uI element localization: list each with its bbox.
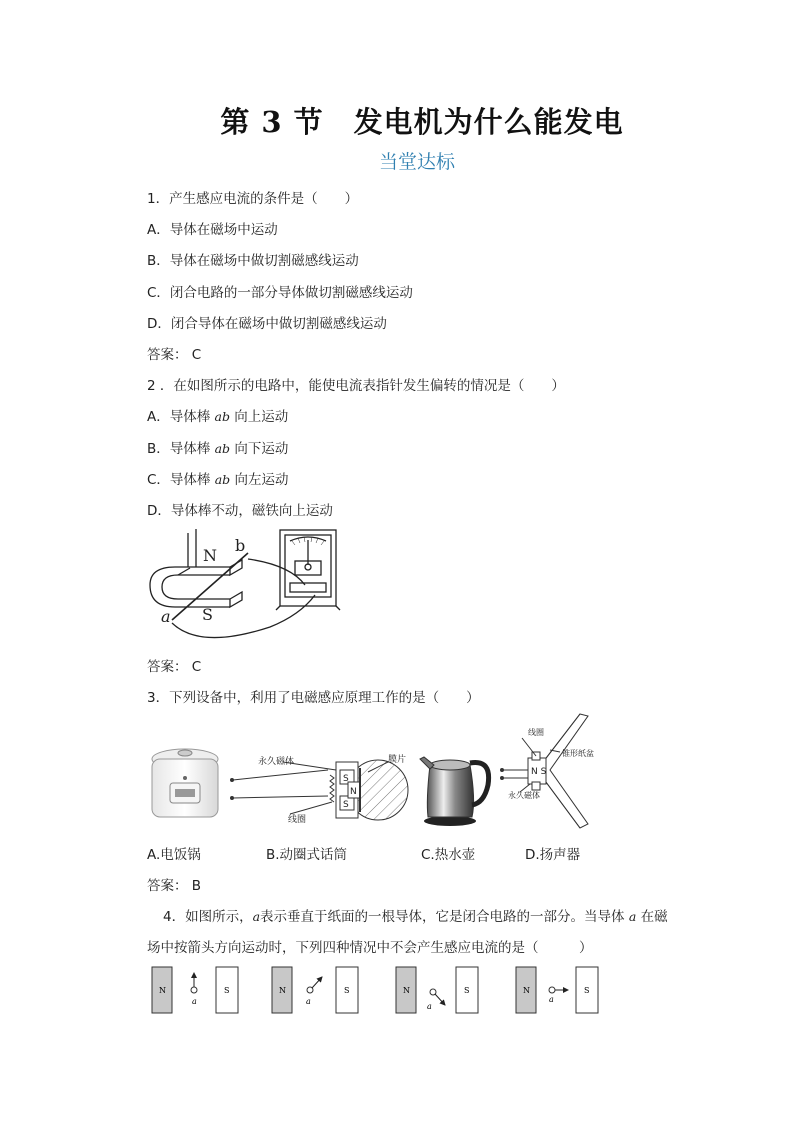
q1-answer: 答案： C	[147, 347, 202, 363]
mic-label-magnet: 永久磁体	[258, 757, 295, 767]
q4-panel-4	[516, 967, 598, 1013]
q3-answer: 答案： B	[147, 878, 202, 894]
q2-option-d: D．导体棒不动，磁铁向上运动	[147, 503, 333, 519]
q2-option-b: B．导体棒 ab 向下运动	[147, 441, 289, 457]
svg-text:a: a	[549, 995, 554, 1004]
speaker-label-ns: N S	[531, 767, 547, 777]
svg-text:N: N	[159, 986, 166, 995]
svg-text:a: a	[306, 997, 311, 1006]
speaker-label-magnet: 永久磁体	[508, 791, 540, 800]
svg-text:N: N	[279, 986, 286, 995]
q2-answer: 答案： C	[147, 659, 202, 675]
speaker-label-coil: 线圈	[528, 728, 544, 737]
q4-panel-3	[396, 967, 478, 1013]
label-s: S	[202, 605, 213, 624]
q4-figure-row	[148, 965, 608, 1017]
q4-stem-line1: 4．如图所示，a表示垂直于纸面的一根导体，它是闭合电路的一部分。当导体 a 在磁	[163, 909, 668, 925]
mic-label-s-bottom: S	[343, 800, 349, 810]
speaker-label-cone: 锥形纸盆	[562, 749, 594, 758]
svg-text:S: S	[464, 986, 470, 995]
rice-cooker-image	[148, 745, 223, 825]
q2-option-a: A．导体棒 ab 向上运动	[147, 409, 289, 425]
svg-text:a: a	[427, 1002, 432, 1011]
mic-label-n: N	[350, 787, 357, 797]
mic-label-membrane: 膜片	[388, 755, 407, 765]
q4-panel-2	[272, 967, 358, 1013]
label-a: a	[161, 607, 171, 626]
label-b: b	[235, 536, 246, 555]
svg-text:N: N	[523, 986, 530, 995]
q3-device-c: C.热水壶	[421, 847, 476, 863]
section-subtitle: 当堂达标	[378, 151, 455, 173]
q2-circuit-figure	[140, 525, 345, 645]
speaker-image	[500, 712, 594, 830]
svg-text:N: N	[403, 986, 410, 995]
q1-option-c: C．闭合电路的一部分导体做切割磁感线运动	[147, 285, 413, 301]
kettle-image	[420, 745, 492, 827]
q1-stem: 1．产生感应电流的条件是（ ）	[147, 191, 359, 207]
svg-text:a: a	[192, 997, 197, 1006]
svg-text:S: S	[344, 986, 350, 995]
q3-device-a: A.电饭锅	[147, 847, 201, 863]
page-title: 第 3 节 发电机为什么能发电	[220, 105, 624, 139]
q2-stem: 2 ．在如图所示的电路中，能使电流表指针发生偏转的情况是（ ）	[147, 378, 565, 394]
label-n: N	[203, 546, 217, 565]
q4-stem-line2: 场中按箭头方向运动时，下列四种情况中不会产生感应电流的是（ ）	[147, 940, 593, 956]
q4-panel-1	[152, 967, 238, 1013]
mic-label-coil: 线圈	[288, 815, 307, 825]
q1-option-b: B．导体在磁场中做切割磁感线运动	[147, 253, 359, 269]
q3-device-d: D.扬声器	[525, 847, 581, 863]
q3-device-b: B.动圈式话筒	[266, 847, 348, 863]
q1-option-a: A．导体在磁场中运动	[147, 222, 278, 238]
svg-text:S: S	[224, 986, 230, 995]
mic-label-s-top: S	[343, 774, 349, 784]
q2-option-c: C．导体棒 ab 向左运动	[147, 472, 289, 488]
svg-text:S: S	[584, 986, 590, 995]
q3-stem: 3．下列设备中，利用了电磁感应原理工作的是（ ）	[147, 690, 480, 706]
q1-option-d: D．闭合导体在磁场中做切割磁感线运动	[147, 316, 387, 332]
dynamic-microphone-image	[228, 750, 410, 830]
